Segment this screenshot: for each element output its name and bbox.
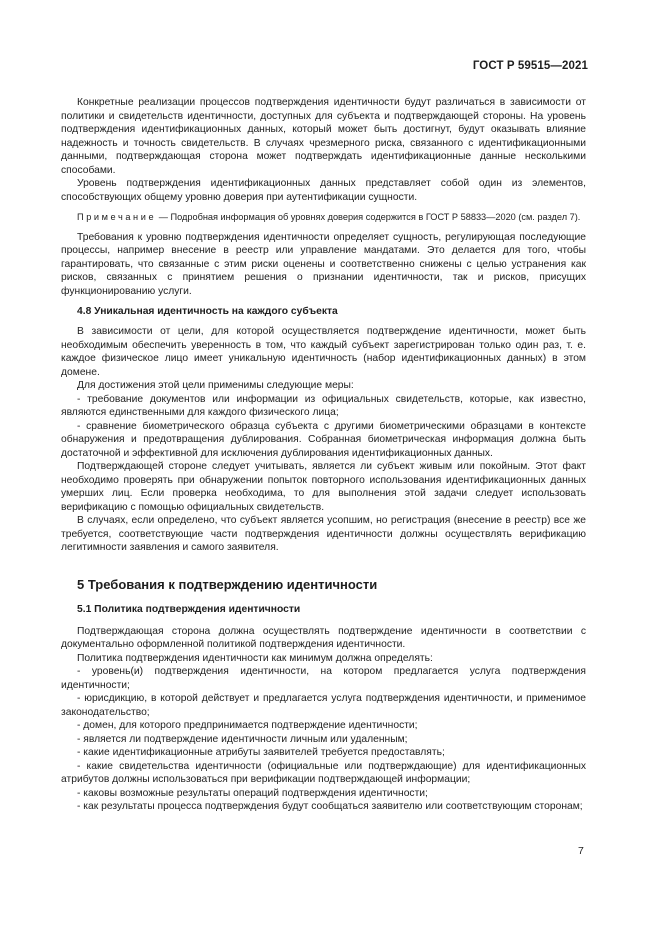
list-item: - каковы возможные результаты операций подтверждения идентичности; — [77, 787, 428, 799]
page-body — [61, 96, 586, 814]
paragraph: В случаях, если определено, что субъект является усопшим, но регистрация (внесение в реестр) все же требуется, соответствующие части подтверждения идентичности должны осуществлять верификацию легитимности заявления и самого заявителя. — [61, 515, 586, 553]
list-item: - как результаты процесса подтверждения будут сообщаться заявителю или соответствующим сторонам; — [77, 801, 583, 812]
list-item: - является ли подтверждение идентичности личным или удаленным; — [77, 733, 408, 745]
page-number: 7 — [578, 845, 584, 857]
note — [61, 211, 586, 224]
paragraph: Требования к уровню подтверждения идентичности определяет сущность, регулирующая последующие процессы, например внесение в реестр или управление мандатами. Это делается для того, чтобы гарантировать, что связанные с этим риски оценены и соответственно снижены с целью устранения как рисков, связанных с принятием решения о признании идентичности, так и рисков, присущих функционированию услуги. — [61, 231, 586, 297]
list-item: - юрисдикцию, в которой действует и предлагается услуга подтверждения идентичности, и применимое законодательство; — [61, 693, 586, 718]
list-item: - требование документов или информации из официальных свидетельств, которые, как известно, являются единственными для каждого физического лица; — [61, 393, 586, 418]
section-heading-4-8: 4.8 Уникальная идентичность на каждого субъекта — [77, 306, 338, 317]
paragraph: Конкретные реализации процессов подтверждения идентичности будут различаться в зависимости от политики и свидетельств идентичности, доступных для субъекта и подтверждающей стороны. На уровень подтверждения идентификационных данных, который может быть достигнут, будут оказывать влияние надежность и точность свидетельств. В случаях чрезмерного риска, связанного с идентификационными данными, подтверждающая сторона может подтверждать идентификационные данные несколькими способами. — [61, 97, 586, 176]
section-heading-5: 5 Требования к подтверждению идентичности — [77, 576, 378, 592]
paragraph: В зависимости от цели, для которой осуществляется подтверждение идентичности, может быть необходимым обеспечить уверенность в том, что каждый субъект зарегистрирован только один раз, т. е. каждое физическое лицо имеет уникальную идентичность (набор идентификационных данных) в этом домене. — [61, 326, 586, 378]
note-label: Примечание — [77, 212, 157, 222]
list-item: - какие идентификационные атрибуты заявителей требуется предоставлять; — [77, 747, 445, 758]
section-heading-5-1: 5.1 Политика подтверждения идентичности — [77, 603, 301, 615]
list-item: - уровень(и) подтверждения идентичности, на котором предлагается услуга подтверждения идентичности; — [61, 666, 586, 691]
paragraph: Политика подтверждения идентичности как минимум должна определять: — [77, 652, 433, 664]
list-item: - сравнение биометрического образца субъекта с другими биометрическими образцами в контексте обнаружения и предотвращения дублирования. Собранная биометрическая информация должна быть достаточной и эффективной для исключения дублирования идентификационных данных. — [61, 420, 586, 459]
note-text: — Подробная информация об уровнях доверия содержится в ГОСТ Р 58833—2020 (см. раздел 7). — [156, 212, 581, 222]
paragraph: Подтверждающая сторона должна осуществлять подтверждение идентичности в соответствии с документально оформленной политикой подтверждения идентичности. — [61, 625, 586, 650]
paragraph: Для достижения этой цели применимы следующие меры: — [77, 380, 354, 391]
list-item: - какие свидетельства идентичности (официальные или подтверждающие) для идентификационных атрибутов должны использоваться при верификации подтверждающей информации; — [61, 760, 586, 785]
paragraph: Подтверждающей стороне следует учитывать, является ли субъект живым или покойным. Этот факт необходимо проверять при обнаружении попыток повторного использования идентификационных данных умерших лиц. Если проверка необходима, то для выполнения этой задачи следует использовать верификацию с помощью официальных свидетельств. — [61, 461, 586, 513]
document-id-header: ГОСТ Р 59515—2021 — [472, 60, 588, 72]
paragraph: Уровень подтверждения идентификационных данных представляет собой один из элементов, способствующих общему уровню доверия при аутентификации сущности. — [61, 178, 586, 203]
list-item: - домен, для которого предпринимается подтверждение идентичности; — [77, 720, 418, 731]
